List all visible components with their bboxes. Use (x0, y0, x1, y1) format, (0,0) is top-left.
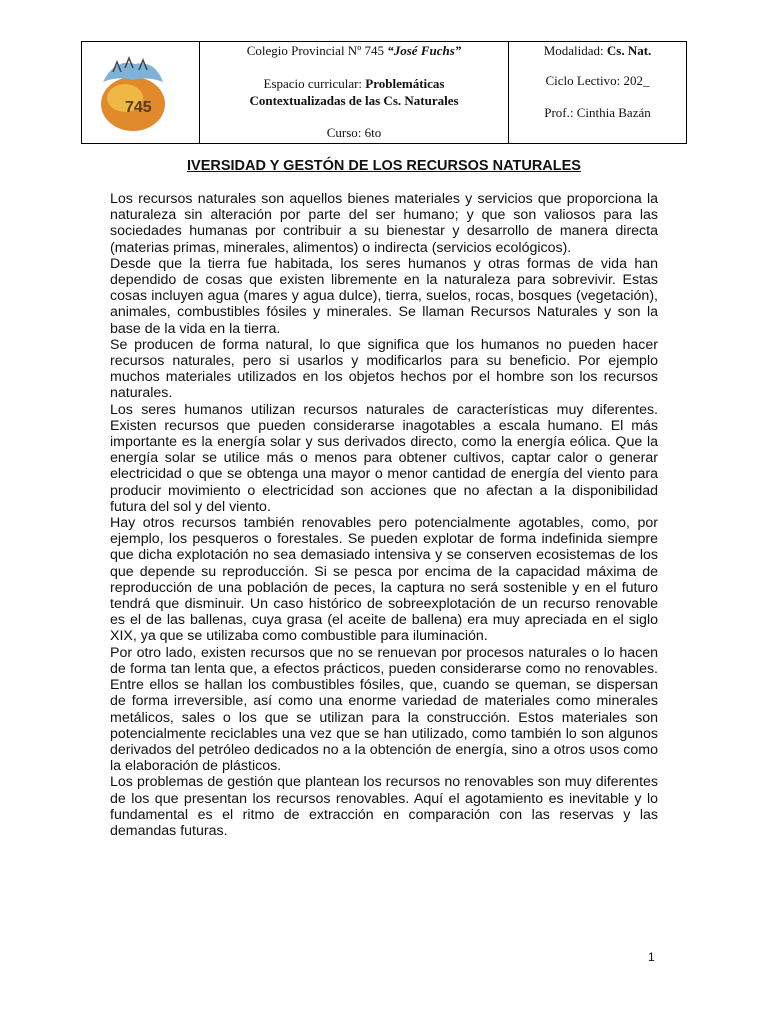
paragraph: Se producen de forma natural, lo que significa que los humanos no pueden hacer recursos naturales, pero si usarlos y modificarlos para su beneficio. Por ejemplo muchos materiales utilizados en los objetos hechos por el hombre son los recursos naturales. (110, 336, 658, 402)
school-logo (95, 52, 175, 136)
school-name: “José Fuchs” (387, 43, 462, 58)
logo-cell (82, 42, 200, 144)
professor-name: Prof.: Cinthia Bazán (544, 105, 651, 120)
modality-label: Modalidad: (543, 43, 607, 58)
document-body (110, 191, 658, 839)
logo-text: 745 (125, 99, 152, 116)
school-info-cell (200, 42, 509, 144)
paragraph: Los seres humanos utilizan recursos naturales de características muy diferentes. Existen recursos que pueden considerarse inagotables a escala humano. El más importante es la energía solar y sus derivados directo, como la energía eólica. Que la energía solar se utilice más o menos para obtener cultivos, captar calor o generar electricidad o que se obtenga una mayor o menor cantidad de energía del viento para producir movimiento o electricidad son acciones que no afectan a la disponibilidad futura del sol y del viento. (110, 401, 658, 515)
page-number: 1 (648, 950, 655, 964)
school-prefix: Colegio Provincial Nº 745 (246, 43, 388, 58)
space-name-1: Problemáticas (365, 76, 445, 91)
school-line (200, 43, 508, 59)
school-cycle: Ciclo Lectivo: 202_ (545, 73, 650, 88)
paragraph: Por otro lado, existen recursos que no se renuevan por procesos naturales o lo hacen de forma tan lenta que, a efectos prácticos, pueden considerarse como no renovables. Entre ellos se hallan los combustibles fósiles, que, cuando se queman, se dispersan de forma irreversible, así como una enorme variedad de materiales como minerales metálicos, sales o los que se utilizan para la construcción. Estos materiales son potencialmente reciclables una vez que se han utilizado, como también lo son algunos derivados del petróleo dedicados no a la obtención de energía, sino a otros usos como la elaboración de plásticos. (110, 644, 658, 775)
modality-line (509, 43, 686, 59)
course-label: Curso: 6to (326, 125, 382, 140)
space-name-2: Contextualizadas de las Cs. Naturales (249, 93, 459, 108)
modality-value: Cs. Nat. (606, 43, 652, 58)
course-info-cell (509, 42, 687, 144)
paragraph: Hay otros recursos también renovables pero potencialmente agotables, como, por ejemplo, los pesqueros o forestales. Se pueden explotar de forma indefinida siempre que dicha explotación no sea demasiado intensiva y se conserven ecosistemas de los que depende su reproducción. Si se pesca por encima de la capacidad máxima de reproducción de una población de peces, la captura no será sostenible y en el futuro tendrá que disminuir. Un caso histórico de sobreexplotación de un recurso renovable es el de las ballenas, cuya grasa (el aceite de ballena) era muy apreciada en el siglo XIX, ya que se utilizaba como combustible para iluminación. (110, 515, 658, 645)
document-title: IVERSIDAD Y GESTÓN DE LOS RECURSOS NATURALES (187, 158, 581, 174)
paragraph: Los recursos naturales son aquellos bienes materiales y servicios que proporciona la naturaleza sin alteración por parte del ser humano; y que son valiosos para las sociedades humanas por contribuir a su bienestar y desarrollo de manera directa (materias primas, minerales, alimentos) o indirecta (servicios ecológicos). (110, 191, 658, 256)
curricular-space (200, 75, 508, 109)
paragraph: Los problemas de gestión que plantean los recursos no renovables son muy diferentes de los que presentan los recursos renovables. Aquí el agotamiento es inevitable y lo fundamental es el ritmo de extracción en comparación con las reservas y las demandas futuras. (110, 774, 658, 839)
paragraph: Desde que la tierra fue habitada, los seres humanos y otras formas de vida han dependido de cosas que existen libremente en la naturaleza para sobrevivir. Estas cosas incluyen agua (mares y agua dulce), tierra, suelos, rocas, bosques (vegetación), animales, combustibles fósiles y minerales. Se llaman Recursos Naturales y son la base de la vida en la tierra. (110, 255, 658, 337)
header-table (81, 41, 687, 144)
space-prefix: Espacio curricular: (263, 76, 366, 91)
